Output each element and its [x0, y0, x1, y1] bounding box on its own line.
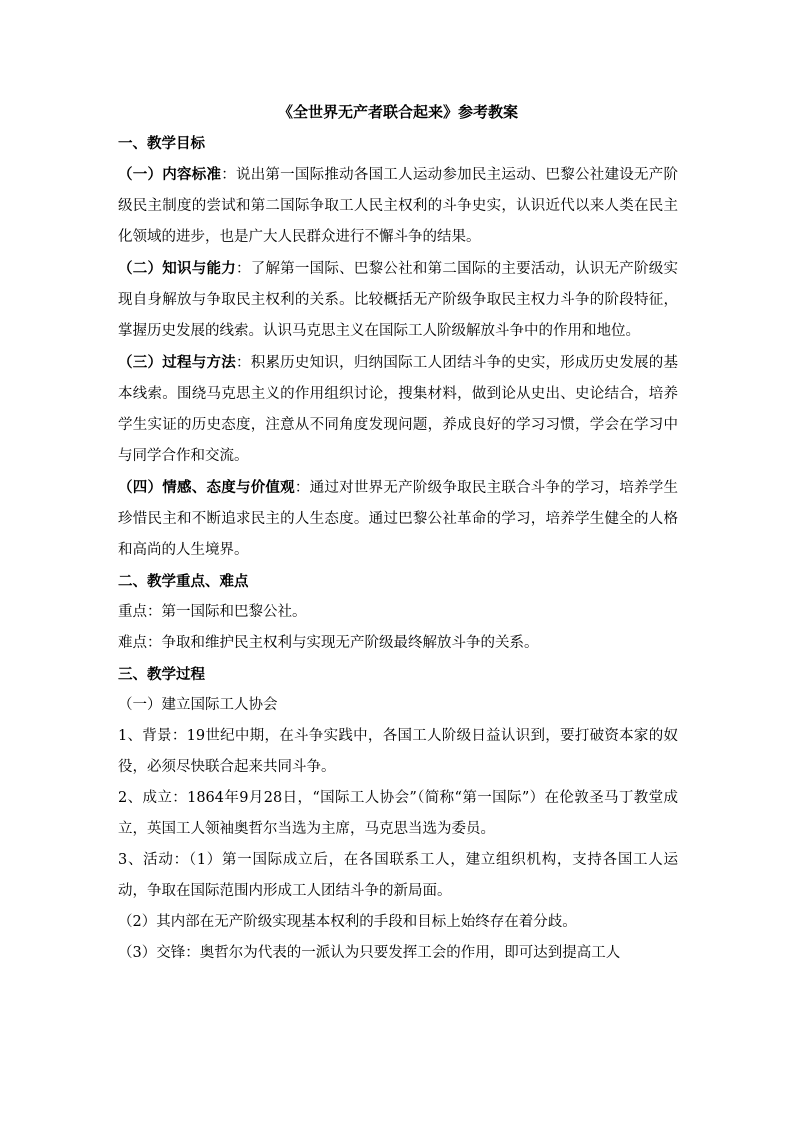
- paragraph-process-method: [118, 347, 678, 472]
- list-item-activities-3: （3）交锋：奥哲尔为代表的一派认为只要发挥工会的作用，即可达到提高工人: [118, 945, 621, 961]
- paragraph-text: ：积累历史知识，归纳国际工人团结斗争的史实，形成历史发展的基本线索。围绕马克思主义的作用组织讨论，搜集材料，做到论从史出、史论结合，培养学生实证的历史态度，注意从不同角度发现问题，养成良好的学习习惯，学会在学习中与同学合作和交流。: [118, 355, 679, 464]
- key-point: 重点：第一国际和巴黎公社。: [118, 604, 307, 620]
- paragraph-label: （三）过程与方法: [118, 354, 236, 371]
- subheading-first-international: （一）建立国际工人协会: [118, 697, 278, 713]
- paragraph-text: ：通过对世界无产阶级争取民主联合斗争的学习，培养学生珍惜民主和不断追求民主的人生态度。通过巴黎公社革命的学习，培养学生健全的人格和高尚的人生境界。: [118, 480, 679, 558]
- paragraph-text: ：了解第一国际、巴黎公社和第二国际的主要活动，认识无产阶级实现自身解放与争取民主权利的关系。比较概括无产阶级争取民主权力斗争的阶段特征，掌握历史发展的线索。认识马克思主义在国际工人阶级解放斗争中的作用和地位。: [118, 261, 679, 339]
- difficult-point: 难点：争取和维护民主权利与实现无产阶级最终解放斗争的关系。: [118, 635, 539, 651]
- paragraph-content-standard: [118, 159, 678, 253]
- list-item-founding: 2、成立：1864年9月28日，“国际工人协会”（简称“第一国际”）在伦敦圣马丁教堂成立，英国工人领袖奥哲尔当选为主席，马克思当选为委员。: [118, 790, 678, 837]
- paragraph-emotion-values: [118, 472, 678, 566]
- list-item-activities-2: （2）其内部在无产阶级实现基本权利的手段和目标上始终存在着分歧。: [118, 914, 577, 930]
- paragraph-knowledge-ability: [118, 253, 678, 347]
- paragraph-text: ：说出第一国际推动各国工人运动参加民主运动、巴黎公社建设无产阶级民主制度的尝试和第二国际争取工人民主权利的斗争史实，认识近代以来人类在民主化领域的进步，也是广大人民群众进行不懈斗争的结果。: [118, 167, 678, 245]
- document-title: 《全世界无产者联合起来》参考教案: [277, 103, 518, 121]
- paragraph-label: （四）情感、态度与价值观: [118, 479, 295, 496]
- paragraph-label: （二）知识与能力: [118, 260, 236, 277]
- section-heading-objectives: 一、教学目标: [118, 135, 205, 152]
- section-heading-process: 三、教学过程: [118, 666, 205, 683]
- paragraph-label: （一）内容标准: [118, 166, 222, 183]
- list-item-activities: 3、活动：（1）第一国际成立后，在各国联系工人，建立组织机构，支持各国工人运动，争取在国际范围内形成工人团结斗争的新局面。: [118, 852, 678, 899]
- document-body: [118, 100, 678, 969]
- section-heading-key-points: 二、教学重点、难点: [118, 573, 249, 590]
- list-item-background: 1、背景：19世纪中期，在斗争实践中，各国工人阶级日益认识到，要打破资本家的奴役，必须尽快联合起来共同斗争。: [118, 728, 678, 775]
